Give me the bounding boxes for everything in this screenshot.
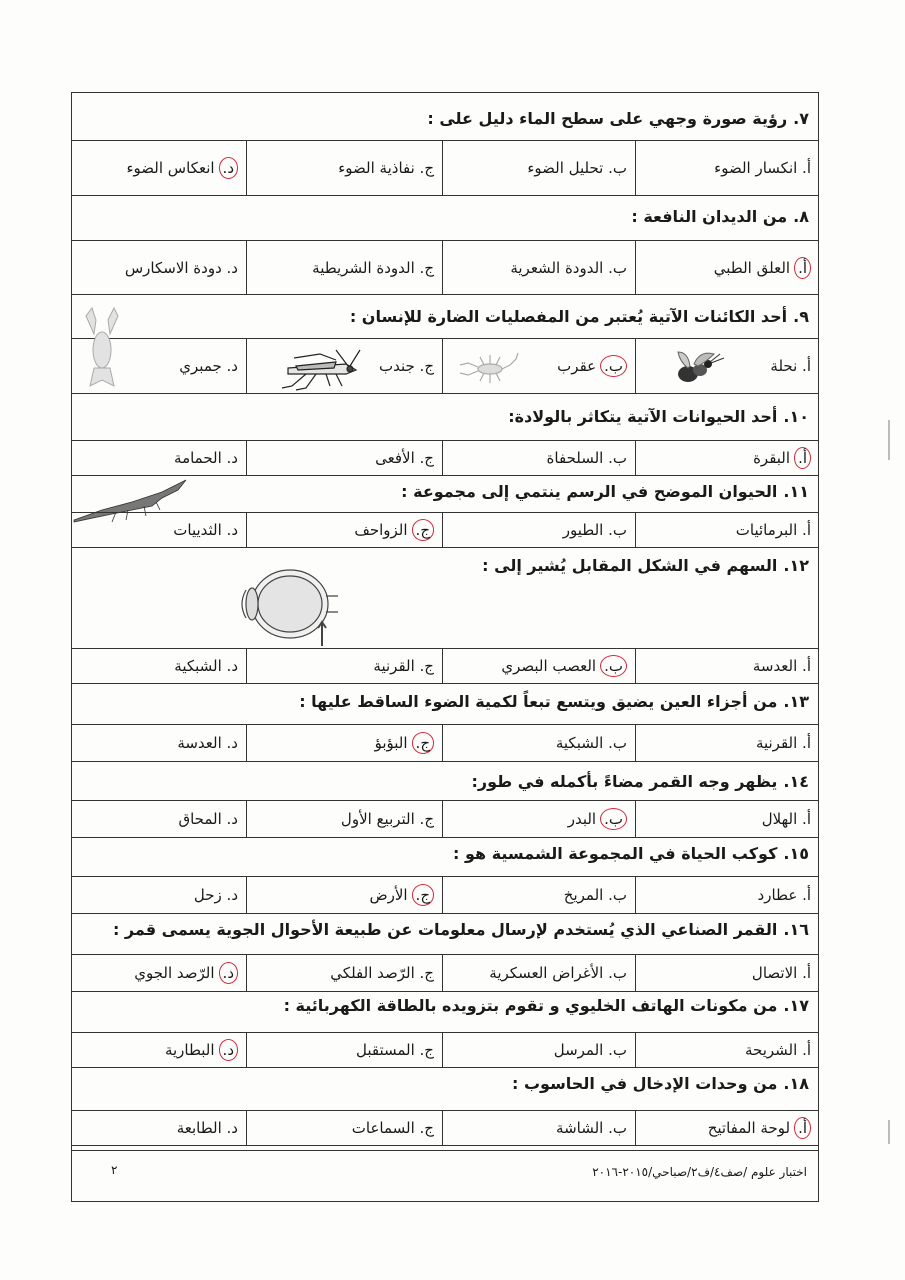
footer-text: اختبار علوم /صف٤/ف٢/صباحي/٢٠١٥-٢٠١٦ [592, 1165, 807, 1179]
option-d[interactable] [71, 141, 246, 195]
margin-mark [888, 1120, 890, 1144]
option-b[interactable] [442, 725, 635, 761]
option-a[interactable] [635, 141, 819, 195]
option-text: د. الثدييات [173, 521, 238, 539]
answer-circle: ب. [600, 808, 627, 830]
option-c[interactable] [246, 1033, 442, 1067]
answer-circle: د. [219, 1039, 238, 1061]
option-text: د. دودة الاسكارس [124, 258, 238, 277]
question-text: من مكونات الهاتف الخليوي و تقوم بتزويده بالطاقة الكهربائية : [283, 995, 778, 1015]
question-13 [71, 684, 819, 718]
option-d[interactable] [71, 441, 246, 475]
option-b[interactable] [442, 441, 635, 475]
question-number: ١٠. [783, 406, 809, 426]
option-text: د. الطابعة [176, 1119, 238, 1137]
answer-circle: ج. [412, 884, 434, 906]
answer-circle: د. [219, 962, 238, 984]
question-number: ١٧. [783, 995, 809, 1015]
option-text: البدر [567, 810, 597, 828]
option-text: الأرض [369, 886, 408, 904]
option-text: ج. الأفعى [375, 449, 434, 467]
option-c[interactable] [246, 513, 442, 547]
option-a[interactable] [635, 1033, 819, 1067]
option-d[interactable] [71, 955, 246, 991]
option-text: أ. العدسة [752, 657, 811, 675]
answer-circle: د. [219, 157, 238, 179]
option-text: ب. الأغراض العسكرية [489, 964, 627, 982]
answers-8 [71, 240, 819, 295]
option-text: ب. المرسل [553, 1041, 627, 1059]
question-text: القمر الصناعي الذي يُستخدم لإرسال معلومات عن طبيعة الأحوال الجوية يسمى قمر : [112, 919, 778, 939]
option-text: البؤبؤ [374, 734, 408, 752]
option-text: ج. جندب [378, 357, 434, 375]
answers-16 [71, 954, 819, 992]
option-text: لوحة المفاتيح [707, 1119, 791, 1137]
question-text: من الديدان النافعة : [631, 206, 788, 226]
option-text: ب. الطيور [562, 521, 627, 539]
answers-17 [71, 1032, 819, 1068]
question-text: يظهر وجه القمر مضاءً بأكمله في طور: [471, 771, 778, 791]
question-number: ٩. [793, 306, 809, 326]
answer-circle: أ. [794, 447, 811, 469]
question-text: أحد الحيوانات الآتية يتكاثر بالولادة: [508, 406, 778, 426]
option-b[interactable] [442, 141, 635, 195]
answers-18 [71, 1110, 819, 1146]
option-d[interactable] [71, 877, 246, 913]
option-a[interactable] [635, 241, 819, 294]
option-text: ب. الدودة الشعرية [510, 258, 627, 277]
option-c[interactable] [246, 725, 442, 761]
option-d[interactable] [71, 513, 246, 547]
option-c[interactable] [246, 801, 442, 837]
option-a[interactable] [635, 513, 819, 547]
option-text: ب. الشاشة [556, 1119, 627, 1137]
question-text: الحيوان الموضح في الرسم ينتمي إلى مجموعة : [401, 481, 778, 501]
option-a[interactable] [635, 649, 819, 683]
answers-12 [71, 648, 819, 684]
answers-15 [71, 876, 819, 914]
option-text: أ. القرنية [755, 734, 811, 752]
bee-icon [660, 348, 732, 390]
option-text: أ. البرمائيات [735, 521, 811, 539]
grasshopper-icon [276, 346, 364, 392]
option-text: العلق الطبي [713, 258, 791, 277]
answers-11 [71, 512, 819, 548]
question-text: من أجزاء العين يضيق ويتسع تبعاً لكمية الضوء الساقط عليها : [299, 691, 778, 711]
option-text: البقرة [753, 449, 791, 467]
question-16 [71, 912, 819, 946]
option-text: البطارية [164, 1041, 215, 1059]
option-b[interactable] [442, 877, 635, 913]
question-12 [71, 550, 819, 580]
option-text: الرّصد الجوي [134, 964, 215, 982]
option-c[interactable] [246, 877, 442, 913]
question-text: كوكب الحياة في المجموعة الشمسية هو : [453, 843, 778, 863]
page-footer [71, 1150, 819, 1203]
question-8 [71, 196, 819, 236]
option-text: ج. القرنية [373, 657, 434, 675]
answer-circle: ب. [600, 655, 627, 677]
answer-circle: ب. [600, 355, 627, 377]
option-a[interactable] [635, 955, 819, 991]
option-d[interactable] [71, 1033, 246, 1067]
option-a[interactable] [635, 801, 819, 837]
answer-circle: ج. [412, 732, 434, 754]
question-15 [71, 836, 819, 870]
option-text: ج. المستقبل [355, 1041, 434, 1059]
answer-circle: أ. [794, 1117, 811, 1139]
option-d[interactable] [71, 801, 246, 837]
answer-circle: ج. [412, 519, 434, 541]
option-d[interactable] [71, 649, 246, 683]
option-b[interactable] [442, 513, 635, 547]
option-text: أ. عطارد [757, 886, 811, 904]
option-text: ج. الرّصد الفلكي [330, 964, 434, 982]
option-a[interactable] [635, 725, 819, 761]
question-number: ١٢. [783, 555, 809, 575]
question-14 [71, 764, 819, 798]
option-text: د. زحل [193, 886, 238, 904]
option-c[interactable] [246, 441, 442, 475]
option-b[interactable] [442, 801, 635, 837]
question-number: ١٤. [783, 771, 809, 791]
question-number: ١٨. [783, 1073, 809, 1093]
option-text: د. العدسة [177, 734, 238, 752]
option-text: ب. الشبكية [555, 734, 627, 752]
shrimp-icon [80, 306, 124, 390]
question-text: من وحدات الإدخال في الحاسوب : [511, 1073, 778, 1093]
option-text: أ. الاتصال [751, 964, 811, 982]
scorpion-icon [452, 345, 530, 389]
option-text: الزواحف [354, 521, 408, 539]
option-text: ج. التربيع الأول [340, 810, 434, 828]
option-text: ب. السلحفاة [546, 449, 627, 467]
option-text: عقرب [557, 357, 597, 375]
question-number: ١٣. [783, 691, 809, 711]
question-text: السهم في الشكل المقابل يُشير إلى : [482, 555, 778, 575]
option-text: د. المحاق [178, 810, 238, 828]
option-c[interactable] [246, 649, 442, 683]
option-b[interactable] [442, 1111, 635, 1145]
option-b[interactable] [442, 649, 635, 683]
option-b[interactable] [442, 241, 635, 294]
option-b[interactable] [442, 955, 635, 991]
question-number: ١٦. [783, 919, 809, 939]
option-text: أ. الشريحة [745, 1041, 811, 1059]
page-number: ٢ [111, 1163, 118, 1177]
option-text: العصب البصري [501, 657, 597, 675]
question-9 [71, 298, 819, 334]
question-number: ٧. [793, 108, 809, 128]
option-text: ب. تحليل الضوء [527, 159, 627, 177]
option-text: أ. انكسار الضوء [714, 159, 811, 177]
question-number: ٨. [793, 206, 809, 226]
answers-7 [71, 140, 819, 196]
option-d[interactable] [71, 241, 246, 294]
option-text: د. الشبكية [174, 657, 238, 675]
question-text: أحد الكائنات الآتية يُعتبر من المفصليات الضارة للإنسان : [349, 306, 788, 326]
option-b[interactable] [442, 1033, 635, 1067]
question-17 [71, 988, 819, 1022]
option-c[interactable] [246, 1111, 442, 1145]
answer-circle: أ. [794, 257, 811, 279]
answers-13 [71, 724, 819, 762]
question-number: ١٥. [783, 843, 809, 863]
option-d[interactable] [71, 1111, 246, 1145]
option-text: ج. الدودة الشريطية [312, 258, 434, 277]
question-10 [71, 398, 819, 434]
question-text: رؤية صورة وجهي على سطح الماء دليل على : [427, 108, 788, 128]
option-text: ج. السماعات [351, 1119, 434, 1137]
option-text: ج. نفاذية الضوء [338, 159, 434, 177]
question-7 [71, 98, 819, 138]
option-text: ب. المريخ [563, 886, 627, 904]
answers-10 [71, 440, 819, 476]
eye-diagram-icon [236, 566, 342, 650]
option-c[interactable] [246, 955, 442, 991]
option-text: أ. الهلال [761, 810, 811, 828]
option-a[interactable] [635, 877, 819, 913]
answers-14 [71, 800, 819, 838]
option-text: أ. نحلة [770, 357, 811, 375]
option-a[interactable] [635, 441, 819, 475]
option-c[interactable] [246, 141, 442, 195]
option-d[interactable] [71, 725, 246, 761]
margin-mark [888, 420, 890, 460]
option-text: د. جمبري [179, 357, 238, 375]
option-text: انعكاس الضوء [126, 159, 215, 177]
option-c[interactable] [246, 241, 442, 294]
question-number: ١١. [783, 481, 809, 501]
option-a[interactable] [635, 1111, 819, 1145]
option-text: د. الحمامة [174, 449, 238, 467]
question-18 [71, 1066, 819, 1100]
